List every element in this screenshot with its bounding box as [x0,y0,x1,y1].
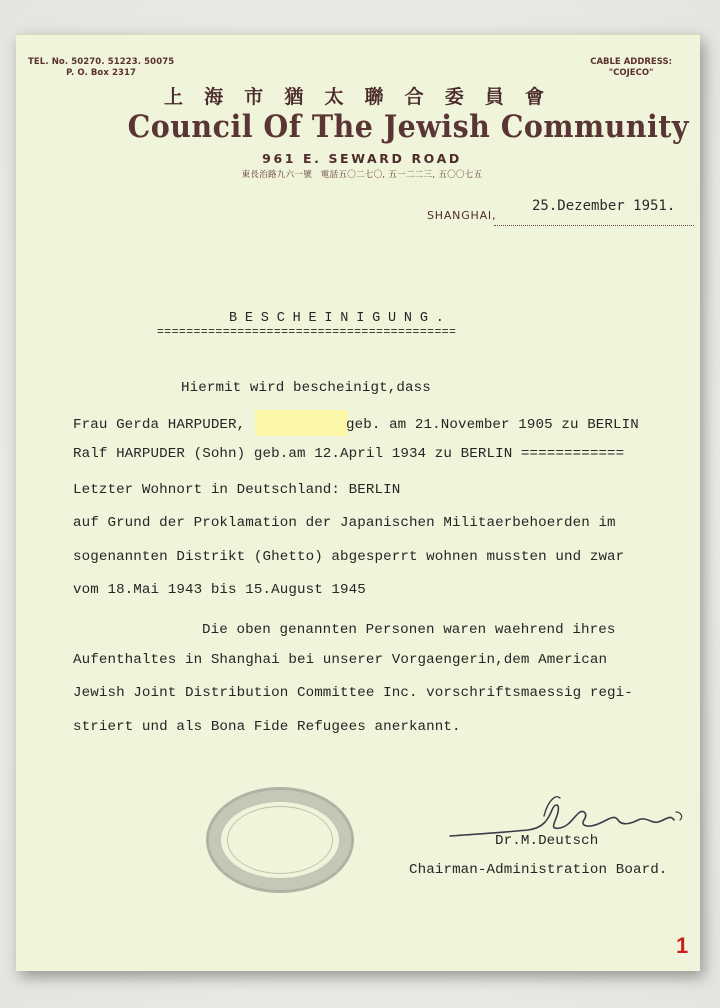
date-dotted-line [494,225,694,226]
telephone-numbers: TEL. No. 50270. 51223. 50075 [28,57,175,67]
body-line-dates: vom 18.Mai 1943 bis 15.August 1945 [73,582,366,598]
body-line-son: Ralf HARPUDER (Sohn) geb.am 12.April 1934 zu BERLIN ============ [73,446,625,462]
body-line-proclamation: auf Grund der Proklamation der Japanischen Militaerbehoerden im [73,515,616,531]
official-seal-stamp [206,787,354,893]
stamp-inner-ring [227,806,333,874]
organization-name: Council Of The Jewish Community [127,109,689,145]
chinese-organization-name [164,82,544,109]
body-line-birth-mother: geb. am 21.November 1905 zu BERLIN [346,417,639,433]
chinese-char: 市 [244,86,264,108]
chinese-char: 猶 [284,86,304,108]
signatory-name: Dr.M.Deutsch [495,833,599,849]
chinese-char: 上 [164,86,184,108]
chinese-address: 東長治路九六一號 電話五〇二七〇, 五一二二三, 五〇〇七五 [241,170,483,180]
chinese-char: 合 [404,86,424,108]
body-line-stay: Aufenthaltes in Shanghai bei unserer Vorgaengerin,dem American [73,652,608,668]
body-line-ghetto: sogenannten Distrikt (Ghetto) abgesperrt wohnen mussten und zwar [73,549,625,565]
telephone-block [28,57,174,79]
redaction-highlight [255,410,348,436]
chinese-char: 員 [484,86,504,108]
cable-address-block [590,57,672,79]
heading-underline: ========================================= [157,326,457,339]
dateline-city: SHANGHAI, [427,209,497,222]
body-line-refugees: striert und als Bona Fide Refugees anerkannt. [73,719,461,735]
cable-address-value: "COJECO" [608,68,654,78]
chinese-char: 海 [204,86,224,108]
signatory-title: Chairman-Administration Board. [409,862,668,878]
document-heading: BESCHEINIGUNG. [229,311,452,326]
body-line-intro: Hiermit wird bescheinigt,dass [181,380,431,396]
po-box: P. O. Box 2317 [66,68,137,78]
document-page [16,34,700,971]
street-address: 961 E. SEWARD ROAD [262,151,462,166]
body-line-last-residence: Letzter Wohnort in Deutschland: BERLIN [73,482,401,498]
body-line-persons: Die oben genannten Personen waren waehrend ihres [202,622,616,638]
chinese-char: 聯 [364,86,384,108]
chinese-char: 會 [524,86,544,108]
body-line-joint: Jewish Joint Distribution Committee Inc. vorschriftsmaessig regi- [73,685,633,701]
document-date: 25.Dezember 1951. [532,198,676,214]
body-line-name-mother: Frau Gerda HARPUDER, [73,417,246,433]
cable-address-label: CABLE ADDRESS: [590,57,672,67]
chinese-char: 委 [444,86,464,108]
chinese-char: 太 [324,86,344,108]
page-number-annotation: 1 [676,933,689,958]
